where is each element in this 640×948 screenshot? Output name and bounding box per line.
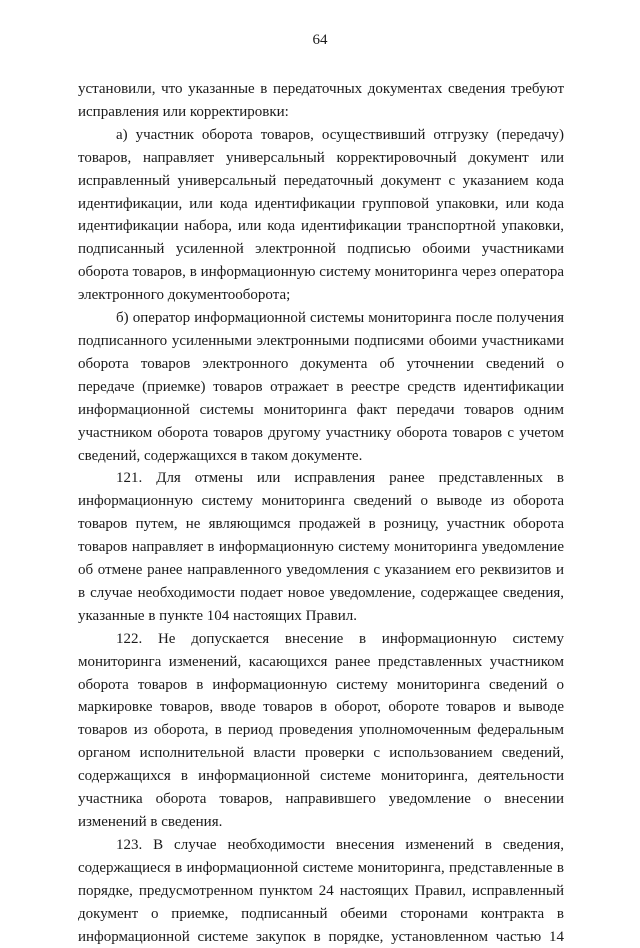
paragraph-b: б) оператор информационной системы мониторинга после получения подписанного усиленными электронными подписями обоими участниками оборота товаров электронного документа об уточнении сведений о передаче (приемке) товаров отражает в реестре средств идентификации информационной системы мониторинга факт передачи товаров одним участником оборота товаров другому участнику оборота товаров с учетом сведений, содержащихся в таком документе. [78,310,564,464]
paragraph-121: 121. Для отмены или исправления ранее представленных в информационную систему мониторинга сведений о выводе из оборота товаров путем, не являющимся продажей в розницу, участник оборота товаров направляет в информационную систему мониторинга уведомление об отмене ранее направленного уведомления с указанием его реквизитов и в случае необходимости подает новое уведомление, содержащее сведения, указанные в пункте 104 настоящих Правил. [78,470,564,624]
paragraph-a: а) участник оборота товаров, осуществивший отгрузку (передачу) товаров, направляет универсальный корректировочный документ или исправленный универсальный передаточный документ с указанием кода идентификации, или кода идентификации групповой упаковки, или кода идентификации набора, или кода идентификации транспортной упаковки, подписанный усиленной электронной подписью обоими участниками оборота товаров, в информационную систему мониторинга через оператора электронного документооборота; [78,126,564,304]
paragraph-123: 123. В случае необходимости внесения изменений в сведения, содержащиеся в информационной системе мониторинга, представленные в порядке, предусмотренном пунктом 24 настоящих Правил, исправленный документ о приемке, подписанный обеими сторонами контракта в информационной системе закупок в порядке, установленном частью 14 [78,836,564,945]
paragraph-122: 122. Не допускается внесение в информационную систему мониторинга изменений, касающихся ранее представленных участником оборота товаров в информационную систему мониторинга сведений о маркировке товаров, вводе товаров в оборот, обороте товаров и выводе товаров из оборота, в период проведения уполномоченным федеральным органом исполнительной власти проверки с использованием сведений, содержащихся в информационной системе мониторинга, деятельности участника оборота товаров, направившего уведомление о внесении изменений в сведения. [78,630,564,830]
document-body [78,78,564,948]
paragraph-intro: установили, что указанные в передаточных документах сведения требуют исправления или корректировки: [78,81,564,120]
page-number: 64 [312,32,328,48]
